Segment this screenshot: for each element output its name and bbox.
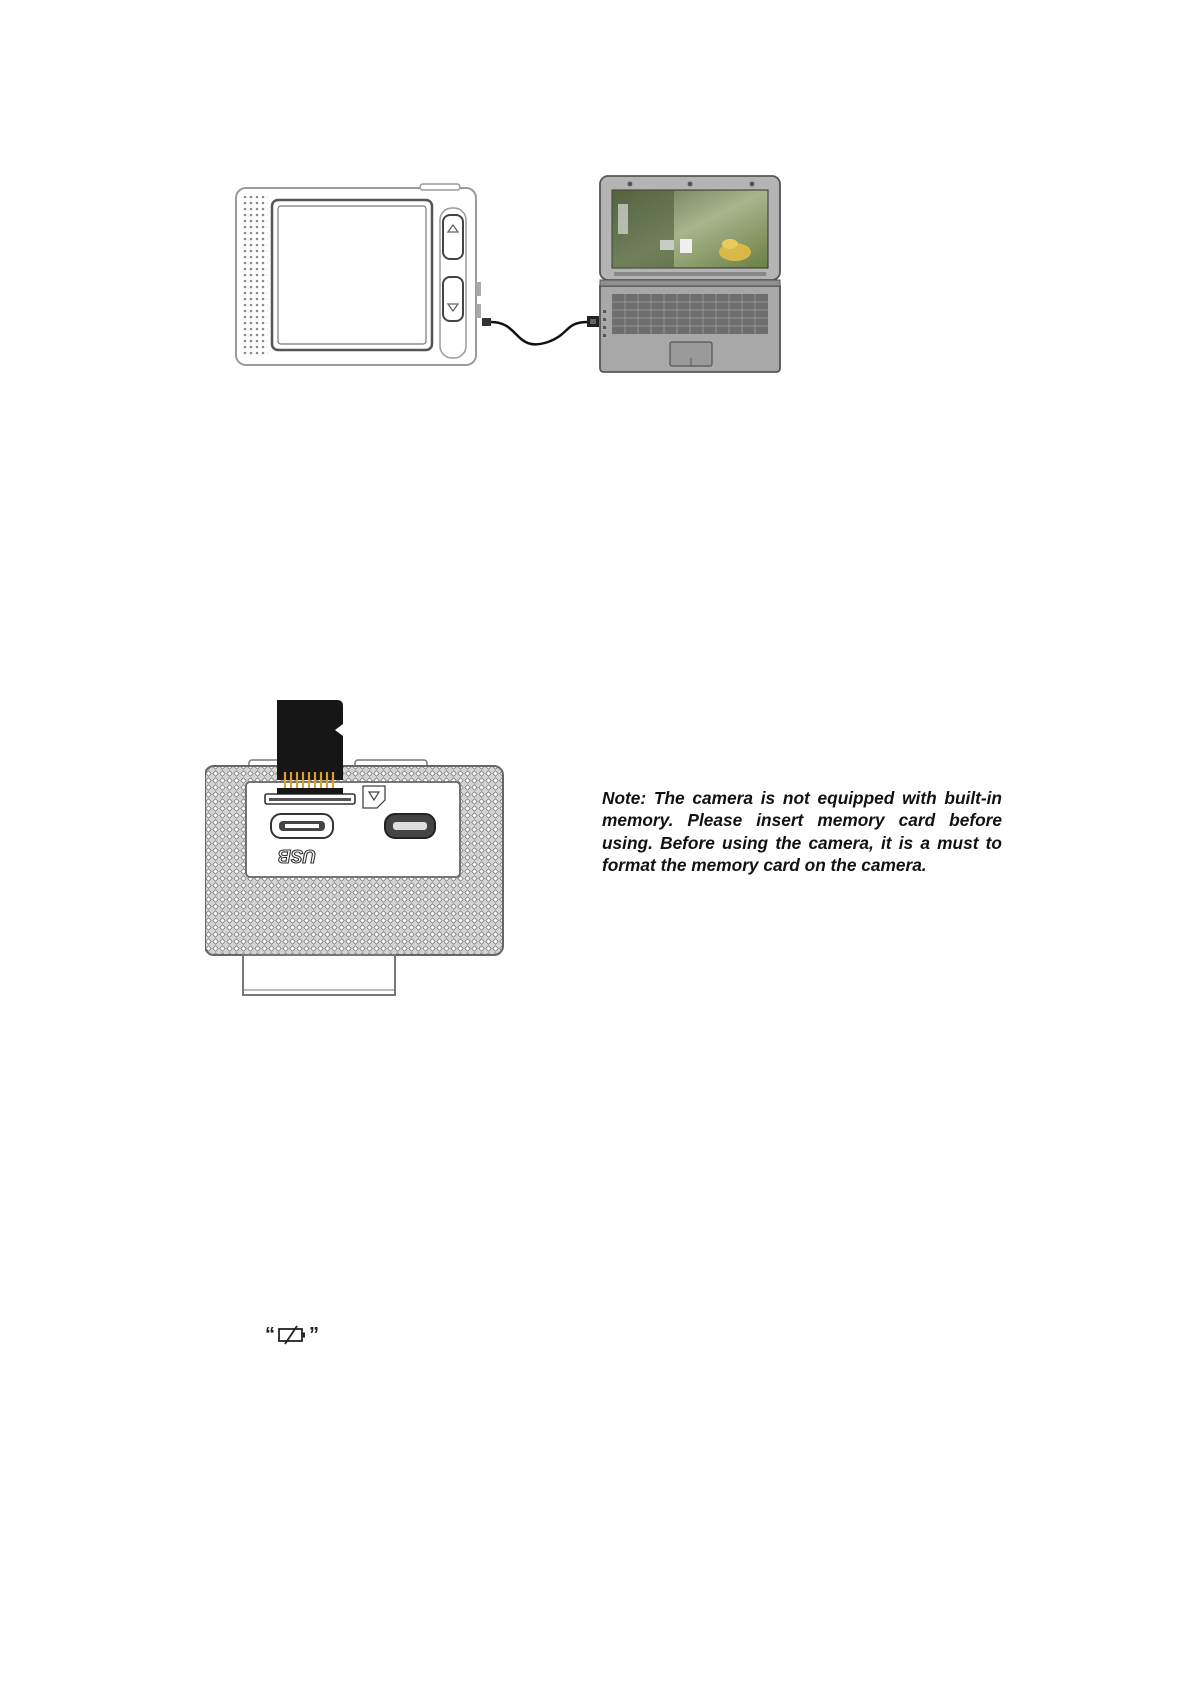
open-quote: “ <box>265 1323 275 1346</box>
micro-sd-card <box>277 700 343 794</box>
card-slot <box>265 794 355 804</box>
down-button <box>443 277 463 321</box>
memory-card-note: Note: The camera is not equipped with built-in memory. Please insert memory card before using. Before using the camera, it is a must to format the memory card on the camera. <box>602 788 1002 876</box>
battery-symbol-line <box>265 1322 319 1348</box>
camera-bottom-view <box>205 760 503 995</box>
usb-label: USB <box>277 846 317 866</box>
camera-laptop-usb-illustration <box>230 170 790 380</box>
hdmi-port <box>385 814 435 838</box>
battery-empty-icon <box>277 1324 307 1346</box>
micro-usb-port <box>271 814 333 838</box>
memory-card-insertion-illustration <box>205 700 535 1000</box>
close-quote: ” <box>309 1323 319 1346</box>
up-button <box>443 215 463 259</box>
laptop <box>600 176 780 372</box>
usb-cable <box>482 316 599 344</box>
camera-rear-view <box>236 184 481 365</box>
